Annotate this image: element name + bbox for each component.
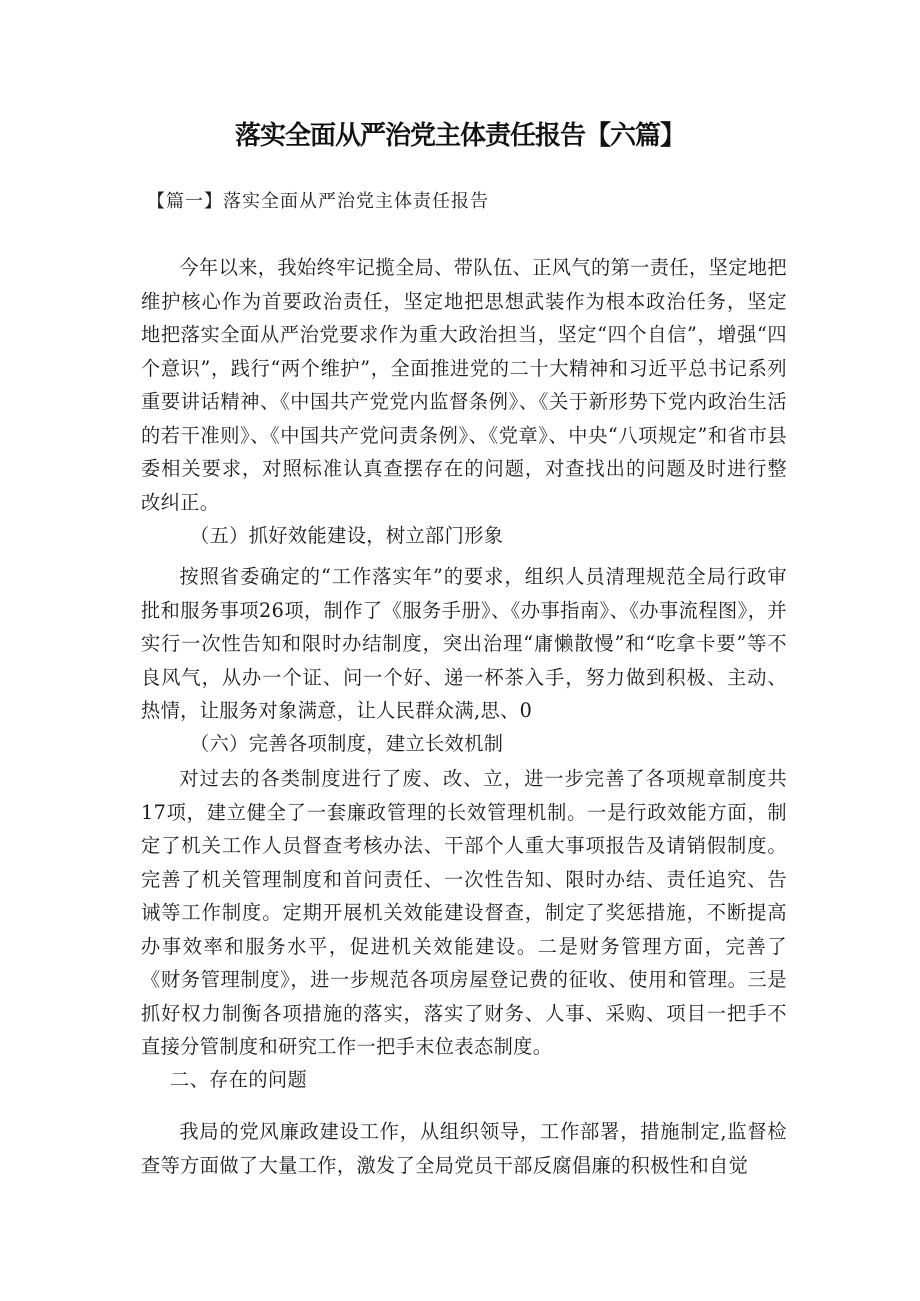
paragraph-intro: 今年以来，我始终牢记揽全局、带队伍、正风气的第一责任，坚定地把维护核心作为首要政治责任，坚定地把思想武装作为根本政治任务，坚定地把落实全面从严治党要求作为重大政治担当，坚定“四个自信”，增强“四个意识”，践行“两个维护”，全面推进党的二十大精神和习近平总书记系列重要讲话精神、《中国共产党党内监督条例》、《关于新形势下党内政治生活的若干准则》、《中国共产党问责条例》、《党章》、中央“八项规定”和省市县委相关要求，对照标准认真查摆存在的问题，对查找出的问题及时进行整改纠正。 bbox=[141, 256, 787, 514]
subheading-efficiency: （五）抓好效能建设，树立部门形象 bbox=[190, 524, 504, 547]
subheading-problems: 二、存在的问题 bbox=[170, 1068, 308, 1091]
section-heading: 【篇一】落实全面从严治党主体责任报告 bbox=[147, 191, 489, 212]
paragraph-systems: 对过去的各类制度进行了废、改、立，进一步完善了各项规章制度共17项，建立健全了一套廉政管理的长效管理机制。一是行政效能方面，制定了机关工作人员督查考核办法、干部个人重大事项报告及请销假制度。完善了机关管理制度和首问责任、一次性告知、限时办结、责任追究、告诫等工作制度。定期开展机关效能建设督查，制定了奖惩措施，不断提高办事效率和服务水平，促进机关效能建设。二是财务管理方面，完善了《财务管理制度》，进一步规范各项房屋登记费的征收、使用和管理。三是抓好权力制衡各项措施的落实，落实了财务、人事、采购、项目一把手不直接分管制度和研究工作一把手末位表态制度。 bbox=[141, 767, 787, 1058]
paragraph-problems: 我局的党风廉政建设工作，从组织领导，工作部署，措施制定,监督检查等方面做了大量工作，激发了全局党员干部反腐倡廉的积极性和自觉 bbox=[141, 1120, 787, 1177]
paragraph-efficiency: 按照省委确定的“工作落实年”的要求，组织人员清理规范全局行政审批和服务事项26项，制作了《服务手册》、《办事指南》、《办事流程图》，并实行一次性告知和限时办结制度，突出治理“庸懒散慢”和“吃拿卡要”等不良风气，从办一个证、问一个好、递一杯茶入手，努力做到积极、主动、热情，让服务对象满意，让人民群众满,思、0 bbox=[141, 565, 787, 722]
document-title: 落实全面从严治党主体责任报告【六篇】 bbox=[234, 121, 685, 151]
subheading-systems: （六）完善各项制度，建立长效机制 bbox=[190, 732, 504, 755]
